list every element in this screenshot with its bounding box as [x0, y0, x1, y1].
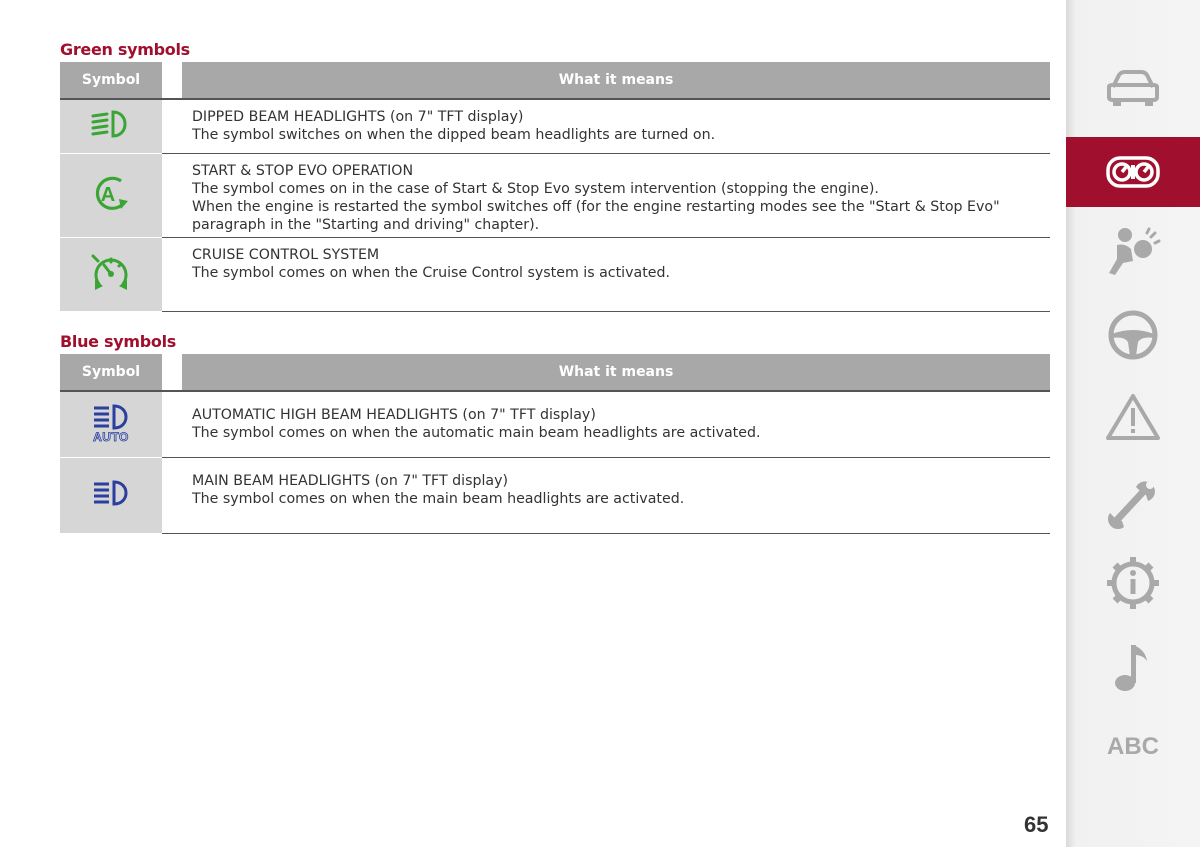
table-row: [60, 457, 1050, 533]
column-header-meaning: What it means: [182, 354, 1050, 391]
sidebar-item-safety[interactable]: [1066, 216, 1200, 286]
start-stop-icon: [87, 173, 135, 213]
row-description: The symbol switches on when the dipped beam headlights are turned on.: [192, 127, 716, 143]
info-gear-icon: [1106, 556, 1160, 610]
column-header-symbol: Symbol: [60, 354, 162, 391]
sidebar-item-driving[interactable]: [1066, 300, 1200, 370]
table-row: [60, 153, 1050, 237]
row-description: The symbol comes on when the main beam headlights are activated.: [192, 490, 685, 507]
green-symbols-table: [60, 62, 1050, 312]
auto-label: AUTO: [93, 429, 129, 444]
airbag-icon: [1105, 225, 1161, 277]
car-icon: [1105, 67, 1161, 107]
auto-high-beam-icon: [88, 403, 134, 444]
row-title: START & STOP EVO OPERATION: [192, 162, 414, 179]
page-number: 65: [1024, 812, 1049, 837]
column-header-meaning: What it means: [182, 62, 1050, 99]
row-title: CRUISE CONTROL SYSTEM: [192, 246, 380, 263]
sidebar-item-multimedia[interactable]: [1066, 632, 1200, 702]
steering-wheel-icon: [1106, 308, 1160, 362]
row-description: The symbol comes on in the case of Start & Stop Evo system intervention (stopping the engine).: [192, 180, 879, 197]
music-note-icon: [1111, 641, 1155, 693]
table-row: [60, 391, 1050, 457]
sidebar-item-vehicle[interactable]: [1066, 52, 1200, 122]
section-title-blue: Blue symbols: [60, 332, 176, 351]
column-header-symbol: Symbol: [60, 62, 162, 99]
row-description: When the engine is restarted the symbol switches off (for the engine restarting modes see the "Start & Stop Evo" paragraph in the "Starting and driving" chapter).: [192, 198, 1000, 233]
warning-icon: [1105, 392, 1161, 442]
sidebar-item-index[interactable]: [1066, 712, 1200, 782]
sidebar-item-emergency[interactable]: [1066, 382, 1200, 452]
blue-symbols-table: [60, 354, 1050, 534]
table-row: [60, 99, 1050, 153]
sidebar-item-technical-data[interactable]: [1066, 548, 1200, 618]
table-row: [60, 237, 1050, 311]
chapter-sidebar: [1066, 0, 1200, 847]
dashboard-icon: [1105, 154, 1161, 190]
section-title-green: Green symbols: [60, 40, 190, 59]
row-title: DIPPED BEAM HEADLIGHTS (on 7" TFT display): [192, 109, 524, 125]
sidebar-item-dashboard[interactable]: [1066, 137, 1200, 207]
wrench-icon: [1106, 473, 1160, 529]
row-description: The symbol comes on when the automatic main beam headlights are activated.: [192, 425, 761, 441]
row-title: MAIN BEAM HEADLIGHTS (on 7" TFT display): [192, 472, 509, 489]
main-beam-icon: [88, 478, 134, 508]
svg-text:A: A: [100, 183, 116, 206]
sidebar-item-maintenance[interactable]: [1066, 466, 1200, 536]
dipped-beam-icon: [88, 107, 134, 141]
abc-index-label: ABC: [1107, 733, 1159, 760]
cruise-control-icon: [87, 250, 135, 294]
row-title: AUTOMATIC HIGH BEAM HEADLIGHTS (on 7" TFT display): [192, 407, 596, 423]
row-description: The symbol comes on when the Cruise Control system is activated.: [192, 264, 671, 281]
